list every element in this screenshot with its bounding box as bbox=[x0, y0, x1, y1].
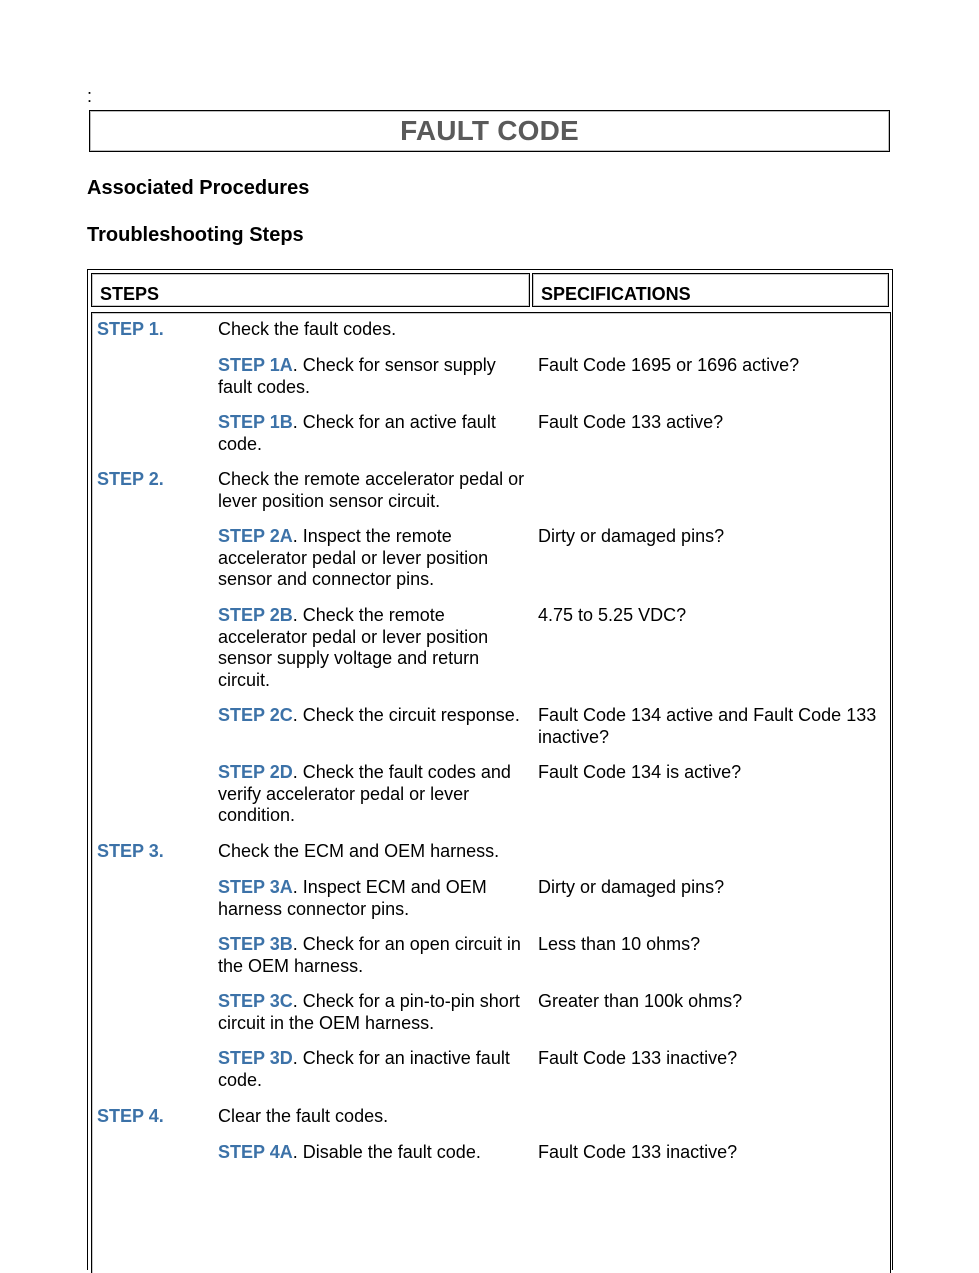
substep-label: STEP 3C bbox=[218, 991, 293, 1011]
substep-spec: Less than 10 ohms? bbox=[538, 934, 701, 954]
troubleshooting-steps-heading: Troubleshooting Steps bbox=[87, 224, 304, 246]
substep-text: Inspect ECM and OEM harness connector pins. bbox=[218, 877, 487, 919]
substep: STEP 2A. Inspect the remote accelerator pedal or lever position sensor and connector pins. bbox=[218, 526, 489, 589]
step-label: STEP 2. bbox=[97, 469, 164, 489]
substep-label: STEP 2A bbox=[218, 526, 293, 546]
substep-text: Check the remote accelerator pedal or lever position sensor supply voltage and return circuit. bbox=[218, 605, 489, 690]
associated-procedures-heading: Associated Procedures bbox=[87, 177, 310, 199]
substep: STEP 1A. Check for sensor supply fault codes. bbox=[218, 355, 496, 397]
step-label: STEP 1. bbox=[97, 319, 164, 339]
substep: STEP 2B. Check the remote accelerator pedal or lever position sensor supply voltage and return circuit. bbox=[218, 605, 489, 690]
substep-label: STEP 3B bbox=[218, 934, 293, 954]
substep-label: STEP 3D bbox=[218, 1048, 293, 1068]
substep: STEP 3A. Inspect ECM and OEM harness connector pins. bbox=[218, 877, 487, 919]
substep: STEP 2D. Check the fault codes and verify accelerator pedal or lever condition. bbox=[218, 762, 511, 825]
substep-text: Check for an inactive fault code. bbox=[218, 1048, 510, 1090]
step-text: Check the fault codes. bbox=[218, 319, 397, 339]
substep-spec: Dirty or damaged pins? bbox=[538, 877, 725, 897]
substep-text: Check for an open circuit in the OEM harness. bbox=[218, 934, 521, 976]
substep-spec: Fault Code 134 is active? bbox=[538, 762, 742, 782]
substep-text: Check the fault codes and verify accelerator pedal or lever condition. bbox=[218, 762, 511, 825]
step-text: Check the ECM and OEM harness. bbox=[218, 841, 500, 861]
substep-label: STEP 4A bbox=[218, 1142, 293, 1162]
substep-label: STEP 1A bbox=[218, 355, 293, 375]
substep-label: STEP 2D bbox=[218, 762, 293, 782]
substep-spec: Fault Code 133 active? bbox=[538, 412, 724, 432]
substep-label: STEP 1B bbox=[218, 412, 293, 432]
step-label: STEP 3. bbox=[97, 841, 164, 861]
title-box bbox=[89, 110, 890, 152]
substep-label: STEP 2C bbox=[218, 705, 293, 725]
substep-spec: Fault Code 133 inactive? bbox=[538, 1048, 738, 1068]
substep-text: Disable the fault code. bbox=[302, 1142, 481, 1162]
substep-text: Inspect the remote accelerator pedal or lever position sensor and connector pins. bbox=[218, 526, 489, 589]
substep: STEP 3C. Check for a pin-to-pin short circuit in the OEM harness. bbox=[218, 991, 520, 1033]
substep: STEP 3B. Check for an open circuit in the OEM harness. bbox=[218, 934, 521, 976]
substep: STEP 2C. Check the circuit response. bbox=[218, 705, 520, 725]
substep-label: STEP 2B bbox=[218, 605, 293, 625]
substep: STEP 4A. Disable the fault code. bbox=[218, 1142, 481, 1162]
substep-text: Check the circuit response. bbox=[302, 705, 520, 725]
substep: STEP 3D. Check for an inactive fault code. bbox=[218, 1048, 510, 1090]
substep-spec: Fault Code 134 active and Fault Code 133 inactive? bbox=[538, 705, 877, 747]
step-text: Clear the fault codes. bbox=[218, 1106, 389, 1126]
substep-spec: Dirty or damaged pins? bbox=[538, 526, 725, 546]
substep-text: Check for sensor supply fault codes. bbox=[218, 355, 496, 397]
substep-spec: 4.75 to 5.25 VDC? bbox=[538, 605, 687, 625]
substep: STEP 1B. Check for an active fault code. bbox=[218, 412, 496, 454]
substep-text: Check for a pin-to-pin short circuit in the OEM harness. bbox=[218, 991, 520, 1033]
substep-label: STEP 3A bbox=[218, 877, 293, 897]
substep-spec: Fault Code 1695 or 1696 active? bbox=[538, 355, 800, 375]
page-title: FAULT CODE bbox=[400, 115, 579, 146]
substep-text: Check for an active fault code. bbox=[218, 412, 496, 454]
steps-column-header: STEPS bbox=[91, 273, 530, 307]
step-label: STEP 4. bbox=[97, 1106, 164, 1126]
step-text: Check the remote accelerator pedal or lever position sensor circuit. bbox=[218, 469, 525, 511]
specifications-column-header: SPECIFICATIONS bbox=[532, 273, 889, 307]
colon-marker: : bbox=[87, 86, 93, 106]
substep-spec: Fault Code 133 inactive? bbox=[538, 1142, 738, 1162]
substep-spec: Greater than 100k ohms? bbox=[538, 991, 743, 1011]
